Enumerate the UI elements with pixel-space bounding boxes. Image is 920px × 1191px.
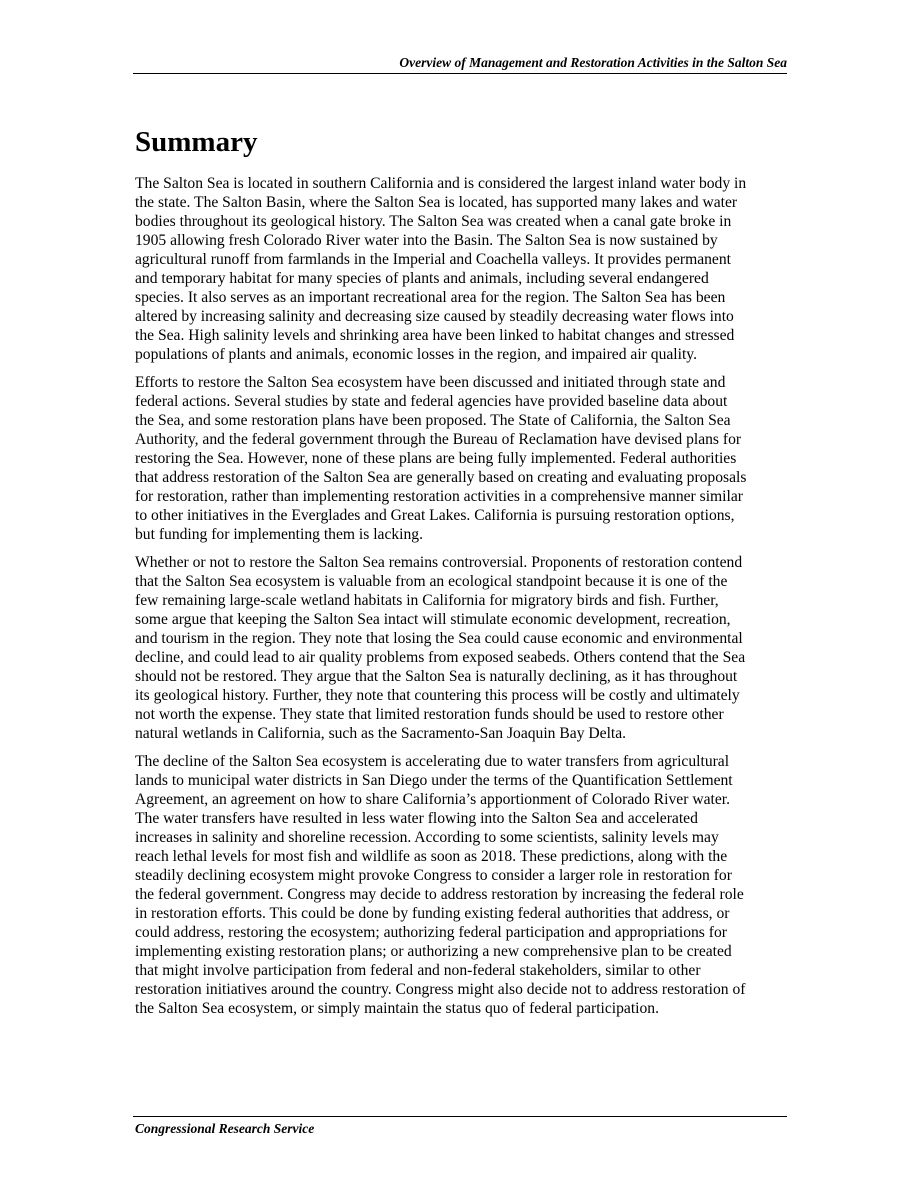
running-header: Overview of Management and Restoration Activities in the Salton Sea: [399, 55, 787, 70]
page-title: Summary: [135, 126, 258, 158]
paragraph-3: Whether or not to restore the Salton Sea remains controversial. Proponents of restoration contend that the Salton Sea ecosystem is valuable from an ecological standpoint because it is one of the few remaining large-scale wetland habitats in California for migratory birds and fish. Further, some argue that keeping the Salton Sea intact will stimulate economic development, recreation, and tourism in the region. They note that losing the Sea could cause economic and environmental decline, and could lead to air quality problems from exposed seabeds. Others contend that the Sea should not be restored. They argue that the Salton Sea is naturally declining, as it has throughout its geological history. Further, they note that countering this process will be costly and ultimately not worth the expense. They state that limited restoration funds should be used to restore other natural wetlands in California, such as the Sacramento-San Joaquin Bay Delta.: [135, 554, 746, 742]
paragraph-4: The decline of the Salton Sea ecosystem is accelerating due to water transfers from agricultural lands to municipal water districts in San Diego under the terms of the Quantification Settlement Agreement, an agreement on how to share California’s apportionment of Colorado River water. The water transfers have resulted in less water flowing into the Salton Sea and accelerated increases in salinity and shoreline recession. According to some scientists, salinity levels may reach lethal levels for most fish and wildlife as soon as 2018. These predictions, along with the steadily declining ecosystem might provoke Congress to consider a larger role in restoration for the federal government. Congress may decide to address restoration by increasing the federal role in restoration efforts. This could be done by funding existing federal authorities that address, or could address, restoring the ecosystem; authorizing federal participation and appropriations for implementing existing restoration plans; or authorizing a new comprehensive plan to be created that might involve participation from federal and non-federal stakeholders, similar to other restoration initiatives around the country. Congress might also decide not to address restoration of the Salton Sea ecosystem, or simply maintain the status quo of federal participation.: [135, 753, 746, 1017]
footer-rule: [133, 1116, 787, 1117]
paragraph-1: The Salton Sea is located in southern California and is considered the largest inland water body in the state. The Salton Basin, where the Salton Sea is located, has supported many lakes and water bodies throughout its geological history. The Salton Sea was created when a canal gate broke in 1905 allowing fresh Colorado River water into the Basin. The Salton Sea is now sustained by agricultural runoff from farmlands in the Imperial and Coachella valleys. It provides permanent and temporary habitat for many species of plants and animals, including several endangered species. It also serves as an important recreational area for the region. The Salton Sea has been altered by increasing salinity and decreasing size caused by steadily decreasing water flows into the Sea. High salinity levels and shrinking area have been linked to habitat changes and stressed populations of plants and animals, economic losses in the region, and impaired air quality.: [135, 175, 747, 363]
paragraph-2: Efforts to restore the Salton Sea ecosystem have been discussed and initiated through state and federal actions. Several studies by state and federal agencies have provided baseline data about the Sea, and some restoration plans have been proposed. The State of California, the Salton Sea Authority, and the federal government through the Bureau of Reclamation have devised plans for restoring the Sea. However, none of these plans are being fully implemented. Federal authorities that address restoration of the Salton Sea are generally based on creating and evaluating proposals for restoration, rather than implementing restoration activities in a comprehensive manner similar to other initiatives in the Everglades and Great Lakes. California is pursuing restoration options, but funding for implementing them is lacking.: [135, 374, 747, 543]
header-rule: [133, 73, 787, 74]
body-text: [135, 174, 787, 1027]
footer-organization: Congressional Research Service: [135, 1121, 315, 1136]
